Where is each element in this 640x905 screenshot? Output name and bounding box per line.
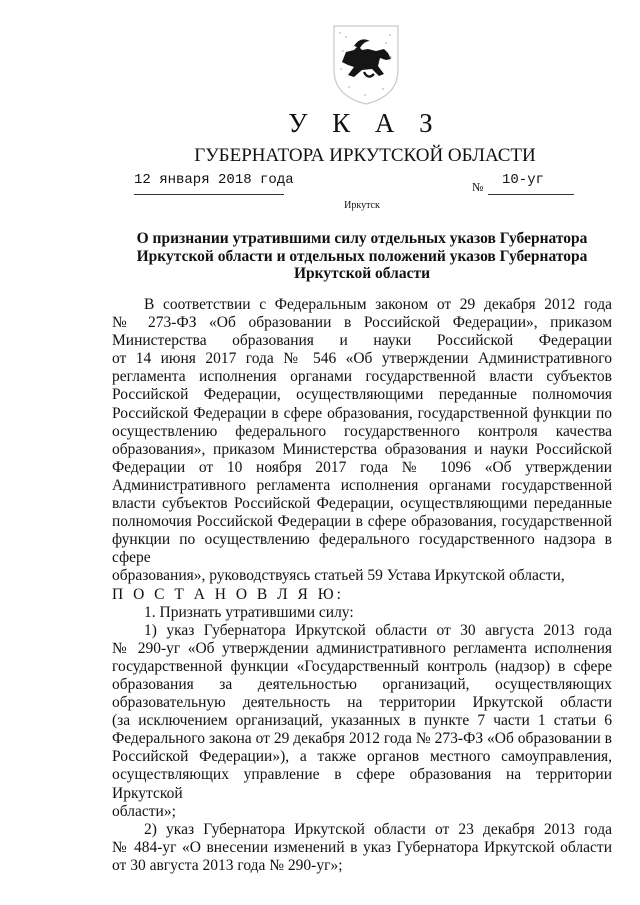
text-line: 1) указ Губернатора Иркутской области от 30 августа 2013 года bbox=[144, 621, 612, 639]
text-line: от 14 июня 2017 года № 546 «Об утверждении Административного bbox=[112, 350, 612, 368]
text-line: регламента исполнения органами государственной власти субъектов bbox=[112, 368, 612, 386]
document-type-title: У К А З bbox=[288, 108, 442, 138]
text-line: 1. Признать утратившими силу: bbox=[144, 603, 354, 621]
decree-heading bbox=[112, 230, 612, 283]
number-sign: № bbox=[472, 180, 484, 194]
text-line: полномочия Российской Федерации в сфере образования, государственной bbox=[112, 513, 612, 531]
heading-line: Иркутской области и отдельных положений указов Губернатора bbox=[136, 247, 588, 265]
item-1-subitem-1 bbox=[112, 622, 612, 821]
decree-number: 10-уг bbox=[502, 172, 545, 188]
text-line: области»; bbox=[112, 802, 176, 820]
number-field bbox=[488, 172, 574, 195]
text-line: власти субъектов Российской Федерации, осуществляющими переданные bbox=[112, 495, 612, 513]
text-line: Российской Федерации в сфере образования, государственной функции по bbox=[112, 404, 612, 422]
issuer-title: ГУБЕРНАТОРА ИРКУТСКОЙ ОБЛАСТИ bbox=[194, 145, 536, 166]
text-line: образования», руководствуясь статьей 59 Устава Иркутской области, bbox=[112, 567, 565, 585]
city-name: Иркутск bbox=[344, 200, 380, 211]
text-line: № 290-уг «Об утверждении административного регламента исполнения bbox=[112, 639, 612, 657]
text-line: № 484-уг «О внесении изменений в указ Губернатора Иркутской области bbox=[112, 838, 612, 856]
decree-date: 12 января 2018 года bbox=[134, 172, 294, 188]
text-line: Российской Федерации, осуществляющими переданные полномочия bbox=[112, 386, 612, 404]
coat-of-arms-emblem-icon bbox=[328, 22, 404, 106]
text-line: от 30 августа 2013 года № 290-уг»; bbox=[112, 856, 343, 874]
text-line: (за исключением организаций, указанных в пункте 7 части 1 статьи 6 bbox=[112, 712, 612, 730]
text-line: Российской Федерации»), а также органов местного самоуправления, bbox=[112, 748, 612, 766]
text-line: образования за деятельностью организаций, осуществляющих bbox=[112, 675, 612, 693]
text-line: В соответствии с Федеральным законом от 29 декабря 2012 года bbox=[144, 296, 612, 313]
item-1-subitem-2 bbox=[112, 821, 612, 875]
text-line: Министерства образования и науки Российской Федерации bbox=[112, 332, 612, 350]
decree-word bbox=[112, 586, 612, 604]
preamble-paragraph bbox=[112, 296, 612, 586]
text-line: образовательную деятельность на территории Иркутской области bbox=[112, 694, 612, 712]
text-line: образования», приказом Министерства образования и науки Российской bbox=[112, 440, 612, 458]
heading-line: Иркутской области bbox=[293, 265, 431, 282]
item-1 bbox=[112, 604, 612, 622]
text-line: функции по осуществлению федерального государственного надзора в сфере bbox=[112, 531, 612, 567]
text-line: осуществляющих управление в сфере образования на территории Иркутской bbox=[112, 766, 612, 802]
text-line: Административного регламента исполнения органами государственной bbox=[112, 476, 612, 494]
decree-body bbox=[112, 296, 612, 875]
text-line: Федерации от 10 ноября 2017 года № 1096 «Об утверждении bbox=[112, 458, 612, 476]
text-line: осуществлению федерального государственного контроля качества bbox=[112, 422, 612, 440]
text-line: П О С Т А Н О В Л Я Ю: bbox=[112, 585, 344, 603]
text-line: 2) указ Губернатора Иркутской области от 23 декабря 2013 года bbox=[144, 820, 612, 838]
text-line: государственной функции «Государственный контроль (надзор) в сфере bbox=[112, 657, 612, 675]
heading-line: О признании утратившими силу отдельных указов Губернатора bbox=[136, 230, 588, 247]
text-line: Федерального закона от 29 декабря 2012 года № 273-ФЗ «Об образовании в bbox=[112, 730, 612, 748]
text-line: № 273-ФЗ «Об образовании в Российской Федерации», приказом bbox=[112, 314, 612, 332]
date-field bbox=[134, 172, 294, 195]
